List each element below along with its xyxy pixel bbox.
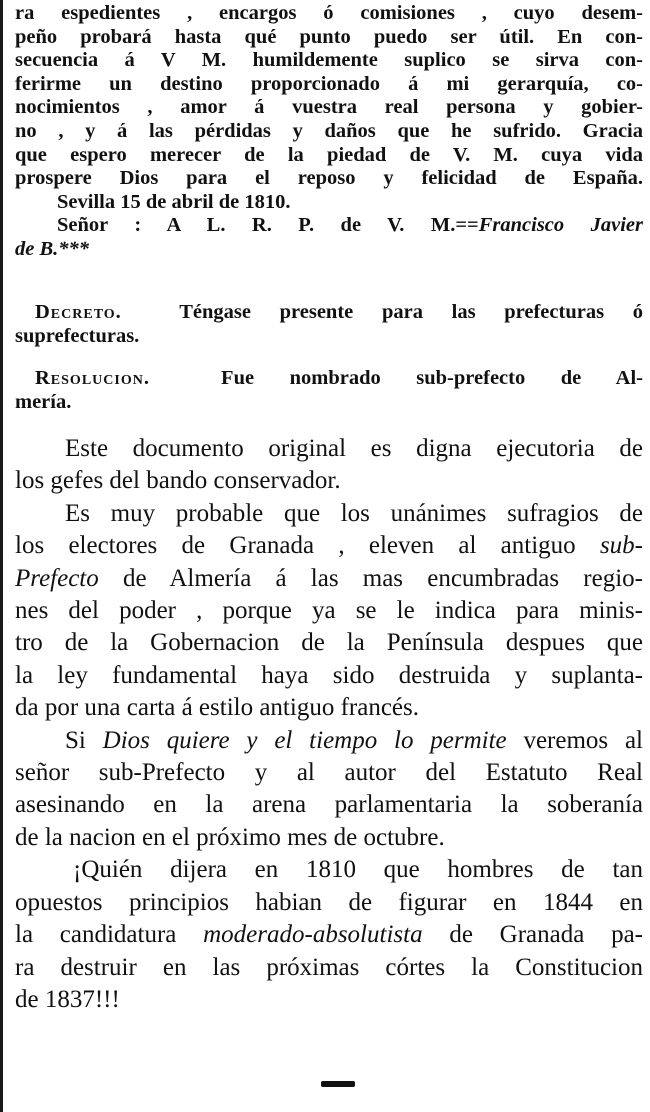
date-line: Sevilla 15 de abril de 1810. — [57, 190, 291, 213]
signature-name-end: de B.*** — [15, 237, 90, 260]
italic-run: Prefecto — [15, 564, 99, 592]
text-line: secuencia á V M. humildemente suplico se sirva con- — [15, 49, 643, 72]
decreto-line — [15, 301, 643, 325]
commentary-text — [15, 433, 643, 1016]
text-run: los electores de Granada , eleven al antiguo — [15, 532, 600, 560]
text-line: señor sub-Prefecto y al autor del Estatuto Real — [15, 759, 643, 787]
text-line: da por una carta á estilo antiguo francés. — [15, 694, 419, 722]
text-line: peño probará hasta qué punto puedo ser útil. En con- — [15, 25, 643, 48]
resolucion-section — [15, 367, 643, 414]
text-line: que espero merecer de la piedad de V. M. cuya vida — [15, 143, 643, 166]
signature-prefix: Señor : A L. R. P. de V. M.== — [57, 214, 479, 237]
text-line: asesinando en la arena parlamentaria la soberanía — [15, 791, 643, 819]
text-run: la candidatura — [15, 921, 204, 949]
text-run: Si — [65, 726, 103, 754]
resolucion-line — [15, 367, 643, 391]
text-line: opuestos principios habian de figurar en 1844 en — [15, 888, 643, 916]
decreto-line-end: suprefecturas. — [15, 324, 140, 347]
resolucion-text: Fue nombrado sub-prefecto de Al- — [221, 367, 643, 389]
text-line: tro de la Gobernacion de la Península despues que — [15, 629, 643, 657]
text-line: Este documento original es digna ejecutoria de — [65, 435, 643, 462]
text-line: de 1837!!! — [15, 985, 120, 1013]
text-line: ra espedientes , encargos ó comisiones , cuyo desem- — [15, 2, 643, 24]
italic-run: moderado-absolutista — [203, 921, 423, 949]
section-divider — [321, 1081, 355, 1087]
text-line: prospere Dios para el reposo y felicidad de España. — [15, 167, 643, 190]
text-line — [15, 919, 643, 951]
text-run: de Almería á las mas encumbradas regio- — [98, 564, 643, 592]
signature-line — [15, 214, 643, 238]
text-line: de la nacion en el próximo mes de octubre. — [15, 823, 445, 851]
decreto-section — [15, 301, 643, 348]
decreto-text: Téngase presente para las prefecturas ó — [179, 301, 643, 323]
petition-text — [15, 2, 643, 262]
text-line: los gefes del bando conservador. — [15, 467, 341, 495]
resolucion-line-end: mería. — [15, 390, 72, 413]
text-line: nocimientos , amor á vuestra real persona y gobier- — [15, 96, 643, 119]
italic-run: sub- — [599, 532, 643, 560]
text-line: ra destruir en las próximas córtes la Constitucion — [15, 953, 643, 981]
decreto-label: Decreto. — [35, 301, 122, 323]
text-line: nes del poder , porque ya se le indica para minis- — [15, 597, 643, 625]
text-line: ferirme un destino proporcionado á mi gerarquía, co- — [15, 72, 643, 95]
text-line: ¡Quién dijera en 1810 que hombres de tan — [73, 856, 643, 884]
text-run: de Granada pa- — [422, 921, 643, 949]
text-line — [15, 725, 643, 757]
signature-name: Francisco Javier — [478, 214, 643, 237]
text-line — [15, 530, 643, 562]
text-line: no , y á las pérdidas y daños que he sufrido. Gracia — [15, 119, 643, 142]
italic-run: Dios quiere y el tiempo lo permite — [102, 726, 507, 754]
text-line — [15, 563, 643, 595]
text-line: la ley fundamental haya sido destruida y suplanta- — [15, 661, 643, 689]
text-line: Es muy probable que los unánimes sufragios de — [65, 499, 643, 527]
resolucion-label: Resolucion. — [35, 367, 150, 389]
text-run: veremos al — [506, 726, 643, 754]
